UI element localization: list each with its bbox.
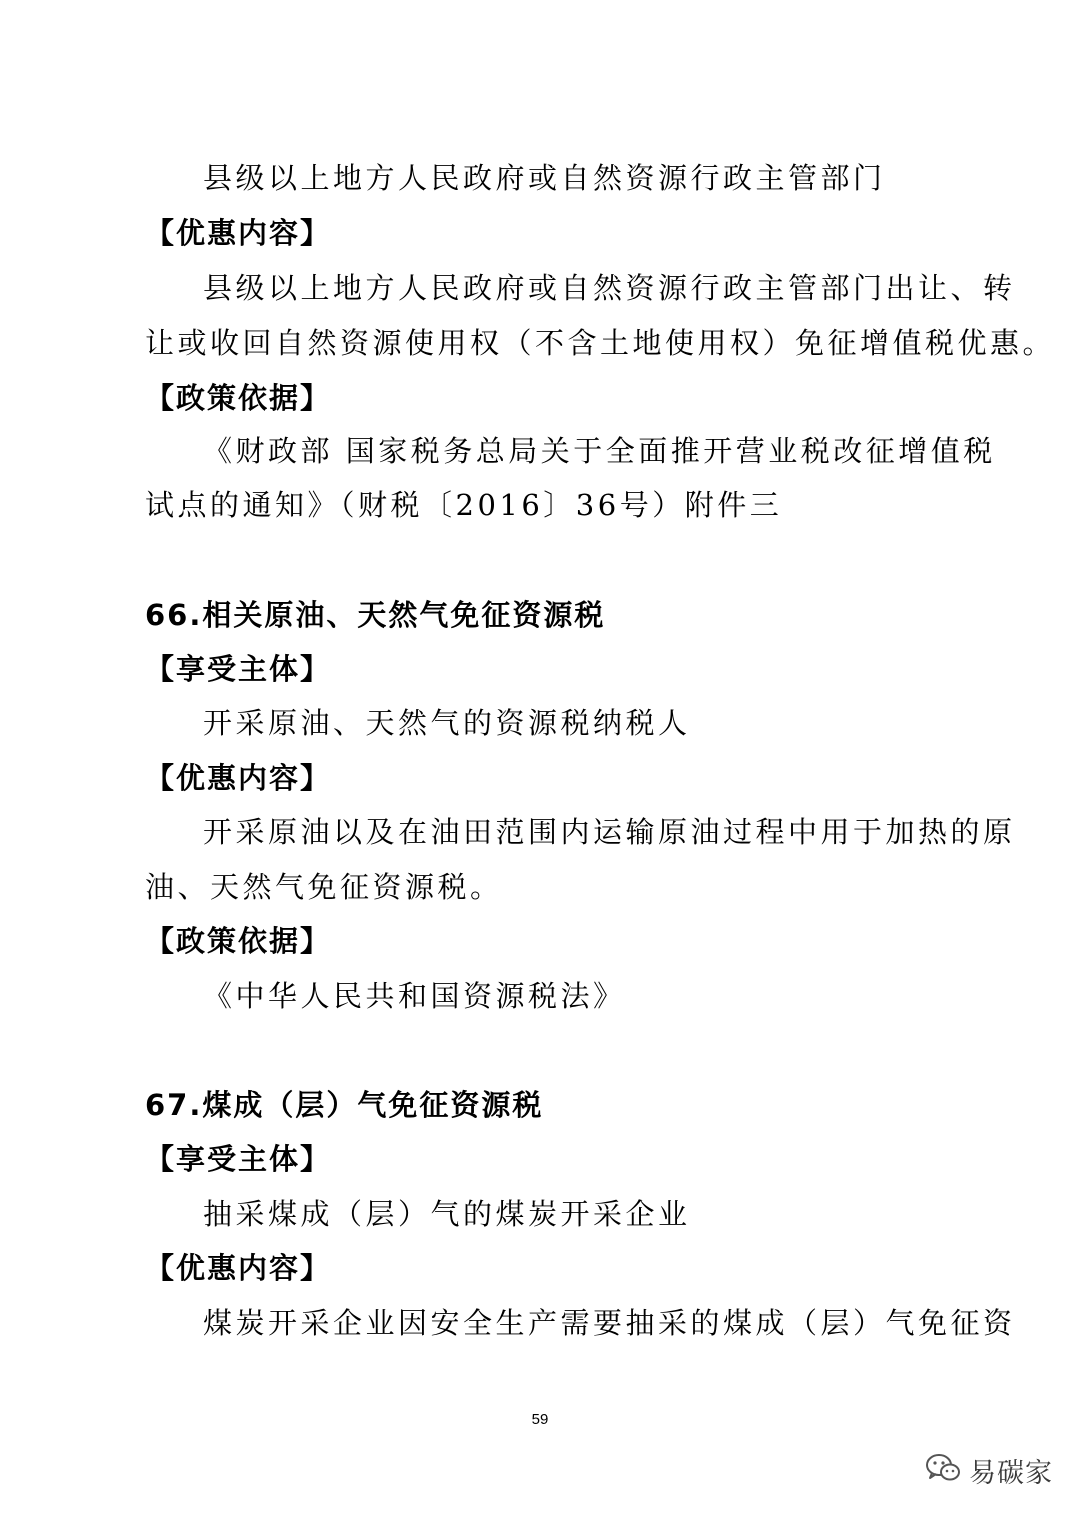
paragraph-line: 煤炭开采企业因安全生产需要抽采的煤成（层）气免征资 <box>203 1306 1016 1340</box>
paragraph-line: 县级以上地方人民政府或自然资源行政主管部门出让、转 <box>203 271 1016 305</box>
wechat-icon <box>925 1452 961 1488</box>
section-label-policy-basis: 【政策依据】 <box>145 381 332 415</box>
paragraph-line: 《中华人民共和国资源税法》 <box>203 979 626 1013</box>
section-label-discount-content: 【优惠内容】 <box>145 1251 332 1285</box>
section-label-beneficiary: 【享受主体】 <box>145 652 332 686</box>
section-label-discount-content: 【优惠内容】 <box>145 761 332 795</box>
paragraph-line: 让或收回自然资源使用权（不含土地使用权）免征增值税优惠。 <box>145 326 1056 360</box>
section-label-policy-basis: 【政策依据】 <box>145 924 332 958</box>
watermark-text: 易碳家 <box>969 1457 1053 1489</box>
paragraph-line: 《财政部 国家税务总局关于全面推开营业税改征增值税 <box>203 434 996 468</box>
paragraph-line: 县级以上地方人民政府或自然资源行政主管部门 <box>203 161 886 195</box>
watermark <box>925 1450 1053 1490</box>
paragraph-line: 抽采煤成（层）气的煤炭开采企业 <box>203 1197 691 1231</box>
section-label-discount-content: 【优惠内容】 <box>145 216 332 250</box>
paragraph-line: 油、天然气免征资源税。 <box>145 870 503 904</box>
paragraph-line: 开采原油以及在油田范围内运输原油过程中用于加热的原 <box>203 815 1016 849</box>
paragraph-line: 开采原油、天然气的资源税纳税人 <box>203 706 691 740</box>
page-number: 59 <box>531 1411 549 1428</box>
section-label-beneficiary: 【享受主体】 <box>145 1142 332 1176</box>
paragraph-line: 试点的通知》（财税〔2016〕36号）附件三 <box>145 488 783 522</box>
item-heading-66: 66.相关原油、天然气免征资源税 <box>145 598 606 632</box>
item-heading-67: 67.煤成（层）气免征资源税 <box>145 1088 544 1122</box>
